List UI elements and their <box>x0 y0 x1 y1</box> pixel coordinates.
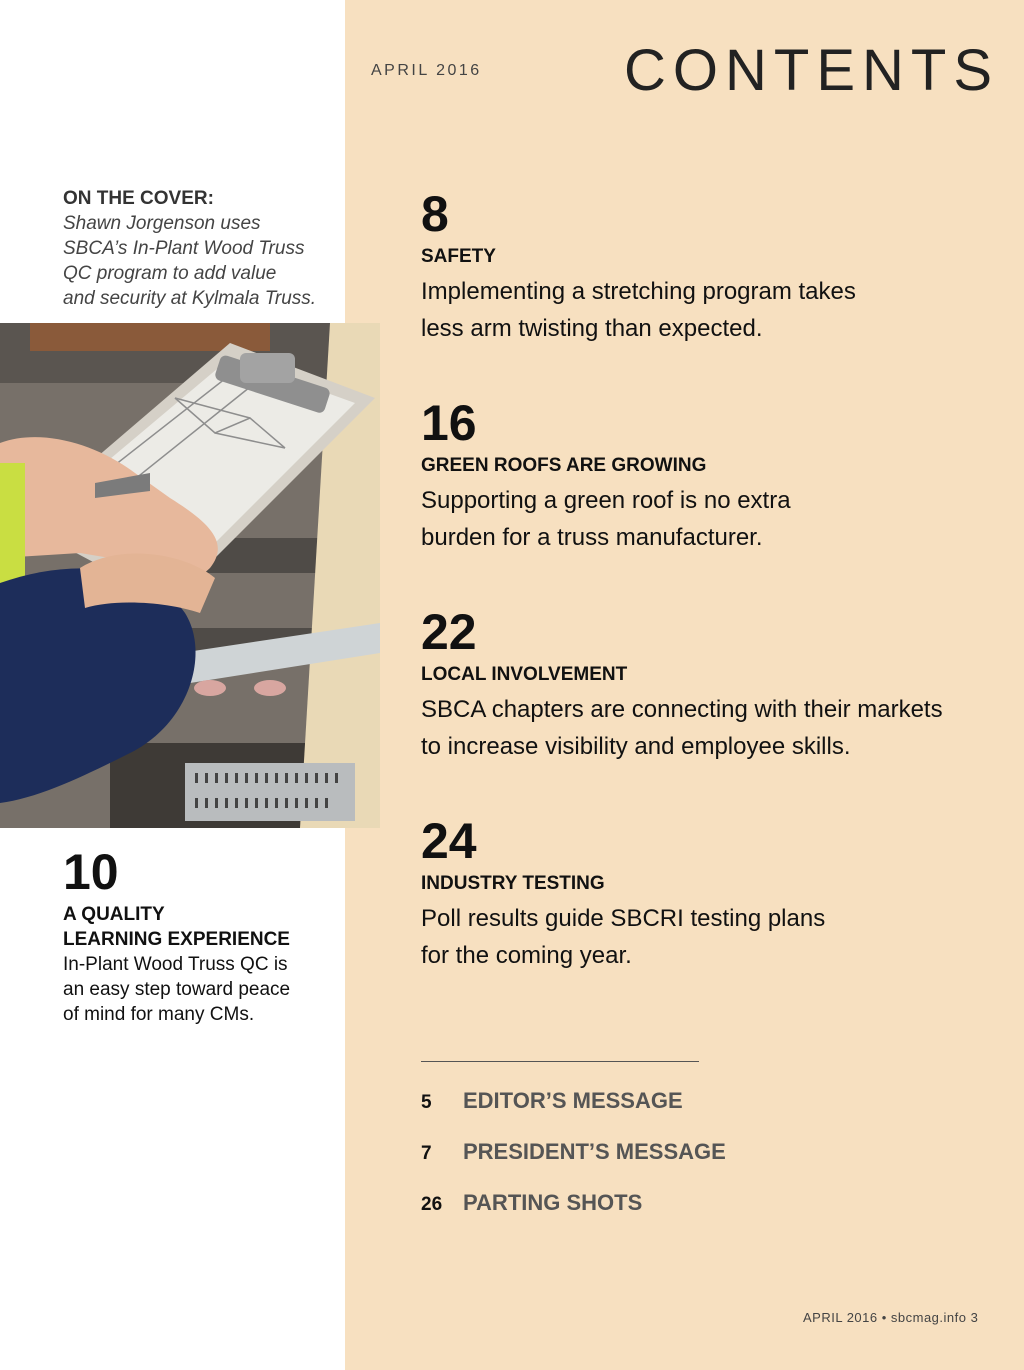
department-entry[interactable] <box>421 1139 726 1165</box>
article-description-line: burden for a truss manufacturer. <box>421 524 763 551</box>
story-description: of mind for many CMs. <box>63 1004 255 1025</box>
article-description-line: Supporting a green roof is no extra <box>421 487 791 514</box>
department-page-number: 26 <box>421 1194 443 1215</box>
department-entry[interactable] <box>421 1088 683 1114</box>
cover-caption <box>63 187 333 311</box>
cover-text-line: Shawn Jorgenson uses <box>63 213 261 234</box>
cover-story[interactable] <box>63 845 333 1027</box>
article-description-line: Implementing a stretching program takes <box>421 278 856 305</box>
article-description-line: Poll results guide SBCRI testing plans <box>421 905 826 932</box>
story-heading: A QUALITY <box>63 904 165 925</box>
department-entry[interactable] <box>421 1190 642 1216</box>
article-page-number: 24 <box>421 813 477 869</box>
page-footer: APRIL 2016 • sbcmag.info 3 <box>803 1310 979 1325</box>
cover-text-line: and security at Kylmala Truss. <box>63 288 317 309</box>
article-heading: SAFETY <box>421 246 496 267</box>
article-entry[interactable] <box>421 187 1001 347</box>
article-description-line: SBCA chapters are connecting with their markets <box>421 696 943 723</box>
story-description: In-Plant Wood Truss QC is <box>63 954 288 975</box>
article-page-number: 8 <box>421 186 449 242</box>
department-label: PRESIDENT’S MESSAGE <box>463 1139 726 1164</box>
story-description: an easy step toward peace <box>63 979 291 1000</box>
article-page-number: 22 <box>421 604 477 660</box>
department-label: PARTING SHOTS <box>463 1190 643 1215</box>
article-entry[interactable] <box>421 605 1001 765</box>
article-heading: GREEN ROOFS ARE GROWING <box>421 455 707 476</box>
department-page-number: 7 <box>421 1143 432 1164</box>
page-title: CONTENTS <box>624 38 999 103</box>
article-description-line: to increase visibility and employee skills. <box>421 733 851 760</box>
article-entry[interactable] <box>421 814 1001 974</box>
article-description <box>421 900 1001 974</box>
clipboard-photo-illustration <box>0 323 380 828</box>
story-page-number: 10 <box>63 844 119 900</box>
article-description-line: less arm twisting than expected. <box>421 315 763 342</box>
department-page-number: 5 <box>421 1092 432 1113</box>
article-description <box>421 482 1001 556</box>
article-page-number: 16 <box>421 395 477 451</box>
issue-date: APRIL 2016 <box>371 62 482 79</box>
section-divider <box>421 1061 699 1062</box>
article-entry[interactable] <box>421 396 1001 556</box>
story-heading: LEARNING EXPERIENCE <box>63 929 290 950</box>
cover-photo <box>0 323 380 828</box>
article-description <box>421 273 1001 347</box>
cover-text-line: SBCA’s In-Plant Wood Truss <box>63 238 305 259</box>
cover-heading: ON THE COVER: <box>63 188 214 209</box>
department-label: EDITOR’S MESSAGE <box>463 1088 683 1113</box>
article-heading: INDUSTRY TESTING <box>421 873 605 894</box>
article-description-line: for the coming year. <box>421 942 632 969</box>
article-heading: LOCAL INVOLVEMENT <box>421 664 628 685</box>
cover-text-line: QC program to add value <box>63 263 277 284</box>
article-description <box>421 691 1001 765</box>
